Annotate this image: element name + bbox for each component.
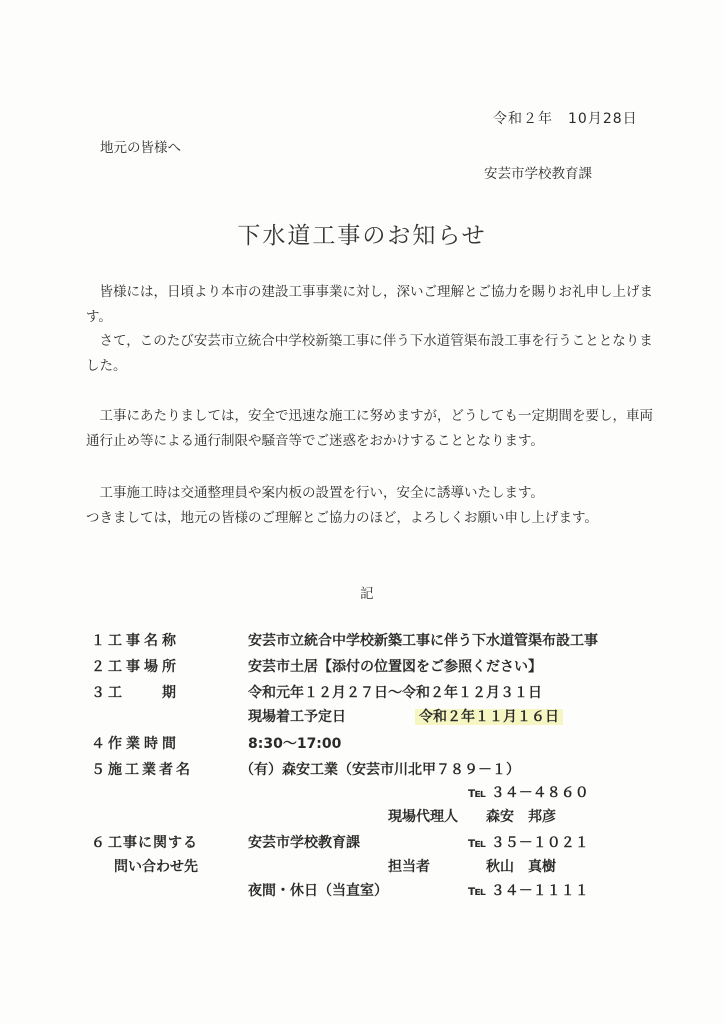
paragraph-greeting: 皆様には，日頃より本市の建設工事事業に対し，深いご理解とご協力を賜りお礼申し上げます。 さて，このたび安芸市立統合中学校新築工事に伴う下水道管渠布設工事を行うこととなりました。 (86, 284, 653, 374)
item-label-contact: 工事に関する (108, 835, 198, 851)
night-contact-label: 夜間・休日（当直室） (248, 883, 388, 899)
item-label-place: 工事場所 (108, 659, 180, 675)
item-number: ６ (91, 835, 105, 851)
sender: 安芸市学校教育課 (484, 166, 592, 182)
start-date-highlight: 令和２年１１月１６日 (415, 709, 563, 725)
contractor-name: （有）森安工業（安芸市川北甲７８９－１） (240, 762, 520, 778)
item-label-period: 工 期 (108, 685, 180, 701)
contact-person-name: 秋山 真樹 (486, 859, 556, 875)
item-label-name: 工事名称 (108, 633, 180, 649)
item-label-contact-2: 問い合わせ先 (114, 859, 198, 875)
item-number: ３ (91, 685, 105, 701)
ki-heading: 記 (360, 586, 374, 602)
item-label-contractor: 施工業者名 (108, 762, 193, 778)
item-label-hours: 作業時間 (108, 736, 180, 752)
issue-date: 令和２年 10月28日 (493, 111, 638, 127)
item-number: ５ (91, 762, 105, 778)
paragraph-impact: 工事にあたりましては，安全で迅速な施工に努めますが，どうしても一定期間を要し，車両通行止め等による通行制限や騒音等でご迷惑をおかけすることとなります。 (86, 408, 653, 449)
document-title: 下水道工事のお知らせ (237, 223, 487, 249)
contact-person-label: 担当者 (388, 859, 430, 875)
paragraph-request: 工事施工時は交通整理員や案内板の設置を行い，安全に誘導いたします。 つきましては，地元の皆様のご理解とご協力のほど，よろしくお願い申し上げます。 (86, 485, 598, 526)
project-location: 安芸市土居【添付の位置図をご参照ください】 (248, 659, 542, 675)
project-name: 安芸市立統合中学校新築工事に伴う下水道管渠布設工事 (248, 633, 598, 649)
start-date (415, 706, 563, 726)
contact-dept: 安芸市学校教育課 (248, 835, 360, 851)
site-rep-label: 現場代理人 (388, 809, 458, 825)
start-date-label: 現場着工予定日 (248, 709, 346, 725)
night-contact-tel: ℡ ３４－１１１１ (468, 883, 589, 899)
item-number: ４ (91, 736, 105, 752)
item-number: １ (91, 633, 105, 649)
contact-dept-tel: ℡ ３５－１０２１ (468, 835, 589, 851)
project-period: 令和元年１２月２７日～令和２年１２月３１日 (248, 685, 542, 701)
contractor-tel: ℡ ３４－４８６０ (468, 785, 589, 801)
work-hours: 8:30～17:00 (248, 736, 342, 752)
item-number: ２ (91, 659, 105, 675)
site-rep-name: 森安 邦彦 (486, 809, 556, 825)
recipient: 地元の皆様へ (100, 140, 181, 156)
